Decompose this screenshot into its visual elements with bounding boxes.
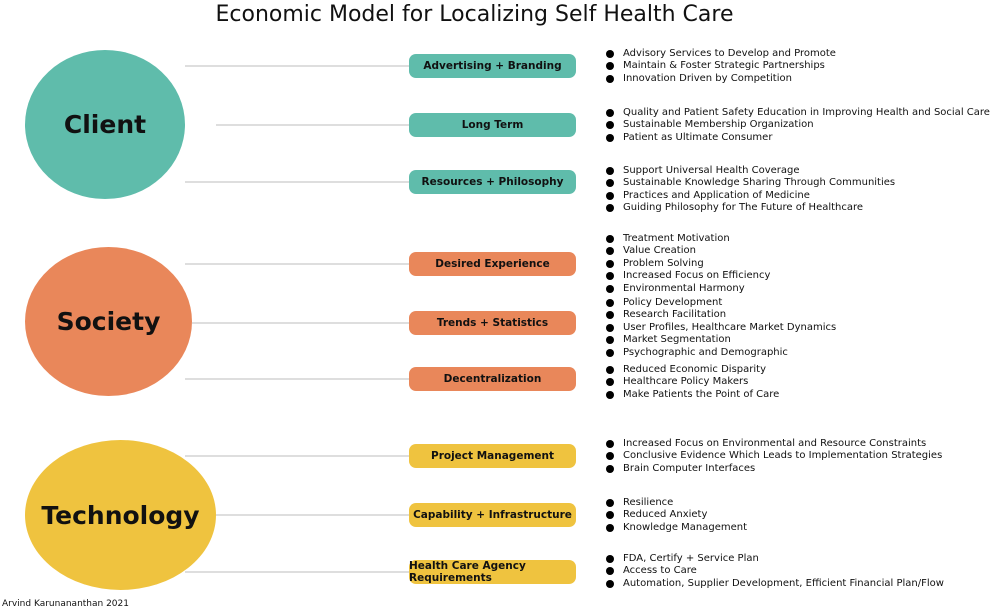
pill-decentralization: Decentralization — [409, 367, 576, 391]
bullet-list-project-management — [606, 438, 942, 475]
client-label: Client — [63, 110, 147, 139]
author-credit: Arvind Karunananthan 2021 — [2, 599, 129, 609]
bullet-item: Reduced Anxiety — [606, 509, 747, 521]
bullet-item: Practices and Application of Medicine — [606, 190, 895, 202]
pill-resources-philosophy: Resources + Philosophy — [409, 170, 576, 194]
bullet-list-long-term — [606, 107, 990, 144]
bullet-item: Brain Computer Interfaces — [606, 463, 942, 475]
bullet-item: Treatment Motivation — [606, 233, 770, 245]
bullet-item: Market Segmentation — [606, 334, 836, 346]
bullet-list-capability-infrastructure — [606, 497, 747, 534]
bullet-list-trends-statistics — [606, 297, 836, 359]
bullet-item: Resilience — [606, 497, 747, 509]
bullet-item: Guiding Philosophy for The Future of Healthcare — [606, 202, 895, 214]
bullet-item: User Profiles, Healthcare Market Dynamics — [606, 322, 836, 334]
client-ellipse — [25, 50, 185, 199]
diagram-title: Economic Model for Localizing Self Health Care — [215, 2, 734, 27]
bullet-list-advertising-branding — [606, 48, 836, 85]
pill-advertising-branding: Advertising + Branding — [409, 54, 576, 78]
bullet-item: Reduced Economic Disparity — [606, 364, 779, 376]
bullet-item: Problem Solving — [606, 258, 770, 270]
bullet-item: Sustainable Membership Organization — [606, 119, 990, 131]
technology-ellipse — [25, 440, 216, 590]
bullet-item: Increased Focus on Efficiency — [606, 270, 770, 282]
bullet-item: Research Facilitation — [606, 309, 836, 321]
bullet-list-resources-philosophy — [606, 165, 895, 215]
bullet-list-health-care-agency-requirements — [606, 553, 944, 590]
bullet-item: Sustainable Knowledge Sharing Through Communities — [606, 177, 895, 189]
pill-long-term: Long Term — [409, 113, 576, 137]
bullet-item: Value Creation — [606, 245, 770, 257]
bullet-item: Support Universal Health Coverage — [606, 165, 895, 177]
technology-label: Technology — [41, 500, 200, 530]
bullet-item: Healthcare Policy Makers — [606, 376, 779, 388]
bullet-item: Make Patients the Point of Care — [606, 389, 779, 401]
bullet-item: Increased Focus on Environmental and Resource Constraints — [606, 438, 942, 450]
bullet-item: Policy Development — [606, 297, 836, 309]
bullet-item: Knowledge Management — [606, 522, 747, 534]
society-label: Society — [56, 307, 161, 336]
pill-desired-experience: Desired Experience — [409, 252, 576, 276]
pill-project-management: Project Management — [409, 444, 576, 468]
pill-trends-statistics: Trends + Statistics — [409, 311, 576, 335]
bullet-list-desired-experience — [606, 233, 770, 295]
bullet-item: Innovation Driven by Competition — [606, 73, 836, 85]
bullet-item: Patient as Ultimate Consumer — [606, 132, 990, 144]
bullet-item: Psychographic and Demographic — [606, 347, 836, 359]
bullet-item: Environmental Harmony — [606, 283, 770, 295]
bullet-item: Advisory Services to Develop and Promote — [606, 48, 836, 60]
pill-health-care-agency-requirements: Health Care Agency Requirements — [409, 560, 576, 584]
society-ellipse — [25, 247, 192, 396]
bullet-item: Access to Care — [606, 565, 944, 577]
bullet-item: FDA, Certify + Service Plan — [606, 553, 944, 565]
pill-capability-infrastructure: Capability + Infrastructure — [409, 503, 576, 527]
bullet-item: Automation, Supplier Development, Efficient Financial Plan/Flow — [606, 578, 944, 590]
bullet-item: Maintain & Foster Strategic Partnerships — [606, 60, 836, 72]
bullet-item: Quality and Patient Safety Education in Improving Health and Social Care — [606, 107, 990, 119]
bullet-list-decentralization — [606, 364, 779, 401]
bullet-item: Conclusive Evidence Which Leads to Implementation Strategies — [606, 450, 942, 462]
